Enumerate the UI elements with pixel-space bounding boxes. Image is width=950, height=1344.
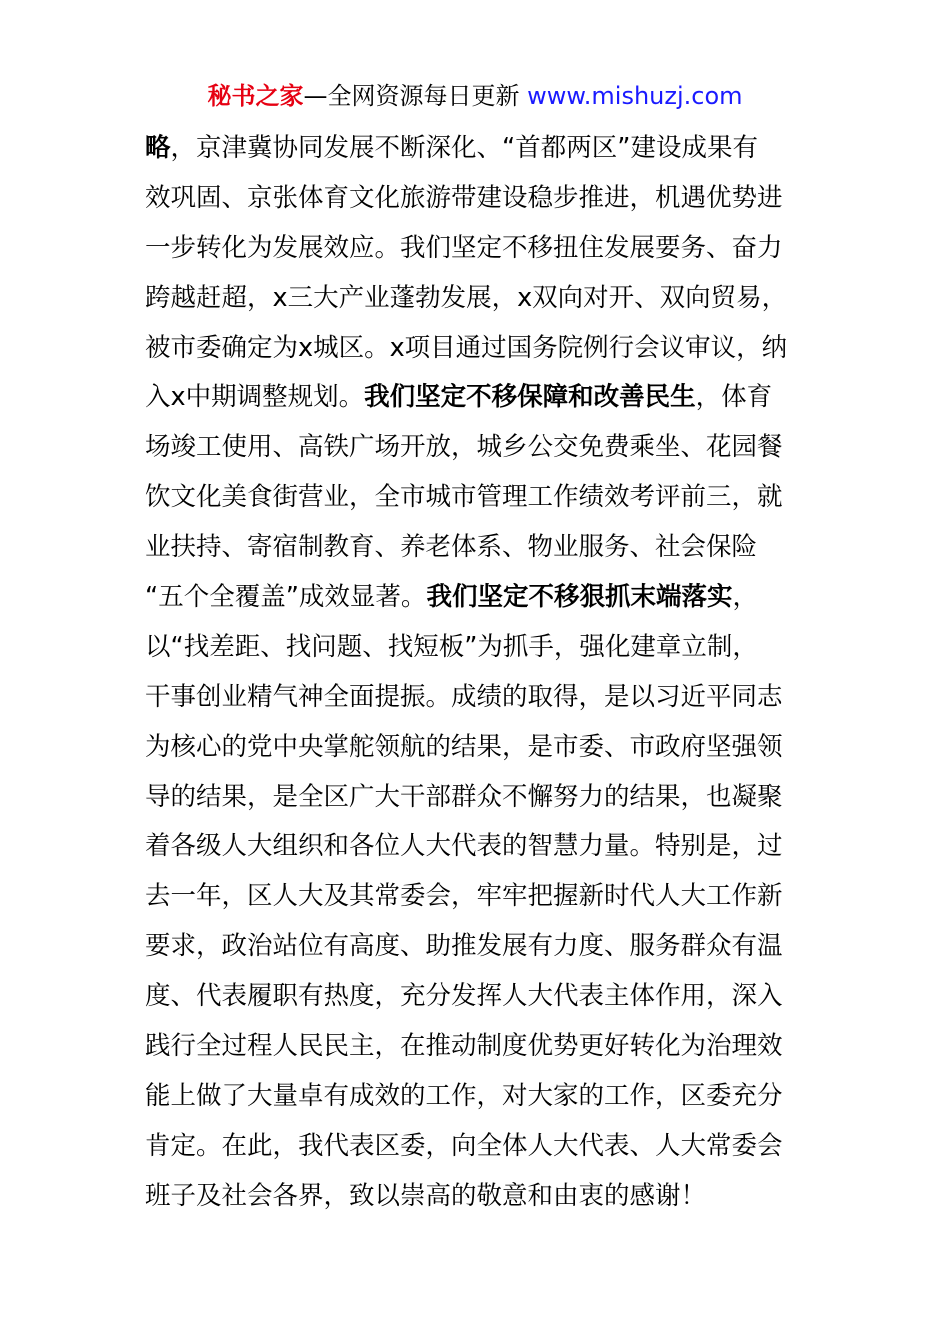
site-header bbox=[0, 78, 950, 114]
text-line bbox=[145, 623, 815, 673]
text-line bbox=[145, 373, 815, 423]
line-text: 着各级人大组织和各位人大代表的智慧力量。特别是，过 bbox=[145, 831, 783, 862]
text-line bbox=[145, 1072, 815, 1122]
text-line bbox=[145, 224, 815, 274]
line-text: ， bbox=[732, 582, 758, 613]
text-line bbox=[145, 174, 815, 224]
text-line bbox=[145, 274, 815, 324]
line-text: 干事创业精气神全面提振。成绩的取得，是以习近平同志 bbox=[145, 681, 783, 712]
line-text: 业扶持、寄宿制教育、养老体系、物业服务、社会保险 bbox=[145, 532, 758, 563]
text-line bbox=[145, 872, 815, 922]
text-line bbox=[145, 1172, 815, 1222]
line-text: 要求，政治站位有高度、助推发展有力度、服务群众有温 bbox=[145, 931, 783, 962]
line-text: 为核心的党中央掌舵领航的结果，是市委、市政府坚强领 bbox=[145, 731, 783, 762]
text-line bbox=[145, 1022, 815, 1072]
line-text: 被市委确定为x城区。x项目通过国务院例行会议审议，纳 bbox=[145, 332, 788, 363]
line-text: 入x中期调整规划。 bbox=[145, 382, 365, 413]
line-text: 肯定。在此，我代表区委，向全体人大代表、人大常委会 bbox=[145, 1130, 783, 1161]
text-line bbox=[145, 324, 815, 374]
line-text: 度、代表履职有热度，充分发挥人大代表主体作用，深入 bbox=[145, 981, 783, 1012]
text-line bbox=[145, 423, 815, 473]
site-tagline: —全网资源每日更新 bbox=[303, 82, 528, 110]
line-text: 去一年，区人大及其常委会，牢牢把握新时代人大工作新 bbox=[145, 881, 783, 912]
bold-phrase: 我们坚定不移狠抓末端落实 bbox=[426, 582, 733, 613]
text-line bbox=[145, 723, 815, 773]
line-text: 班子及社会各界，致以崇高的敬意和由衷的感谢！ bbox=[145, 1180, 707, 1211]
line-text: 践行全过程人民民主，在推动制度优势更好转化为治理效 bbox=[145, 1031, 783, 1062]
line-text: ，京津冀协同发展不断深化、“首都两区”建设成果有 bbox=[170, 133, 758, 163]
text-line bbox=[145, 473, 815, 523]
line-text: 场竣工使用、高铁广场开放，城乡公交免费乘坐、花园餐 bbox=[145, 432, 783, 463]
text-line bbox=[145, 972, 815, 1022]
bold-phrase: 略 bbox=[145, 133, 171, 163]
text-line bbox=[145, 822, 815, 872]
text-line bbox=[145, 773, 815, 823]
text-line bbox=[145, 673, 815, 723]
line-text: 跨越赶超，x三大产业蓬勃发展，x双向对开、双向贸易， bbox=[145, 282, 788, 313]
text-line bbox=[145, 573, 815, 623]
line-text: “五个全覆盖”成效显著。 bbox=[145, 582, 427, 613]
text-line bbox=[145, 523, 815, 573]
line-text: ，体育 bbox=[695, 382, 773, 413]
line-text: 一步转化为发展效应。我们坚定不移扭住发展要务、奋力 bbox=[145, 232, 783, 263]
site-brand: 秘书之家 bbox=[207, 82, 304, 110]
text-line bbox=[145, 1122, 815, 1172]
line-text: 能上做了大量卓有成效的工作，对大家的工作，区委充分 bbox=[145, 1080, 783, 1111]
text-line bbox=[145, 922, 815, 972]
line-text: 以“找差距、找问题、找短板”为抓手，强化建章立制， bbox=[145, 631, 758, 662]
text-line bbox=[145, 124, 815, 174]
line-text: 效巩固、京张体育文化旅游带建设稳步推进，机遇优势进 bbox=[145, 182, 783, 213]
line-text: 饮文化美食街营业，全市城市管理工作绩效考评前三，就 bbox=[145, 482, 783, 513]
line-text: 导的结果，是全区广大干部群众不懈努力的结果，也凝聚 bbox=[145, 781, 783, 812]
document-body bbox=[145, 124, 815, 1222]
bold-phrase: 我们坚定不移保障和改善民生 bbox=[364, 382, 696, 413]
site-url-link[interactable]: www.mishuzj.com bbox=[527, 82, 743, 110]
